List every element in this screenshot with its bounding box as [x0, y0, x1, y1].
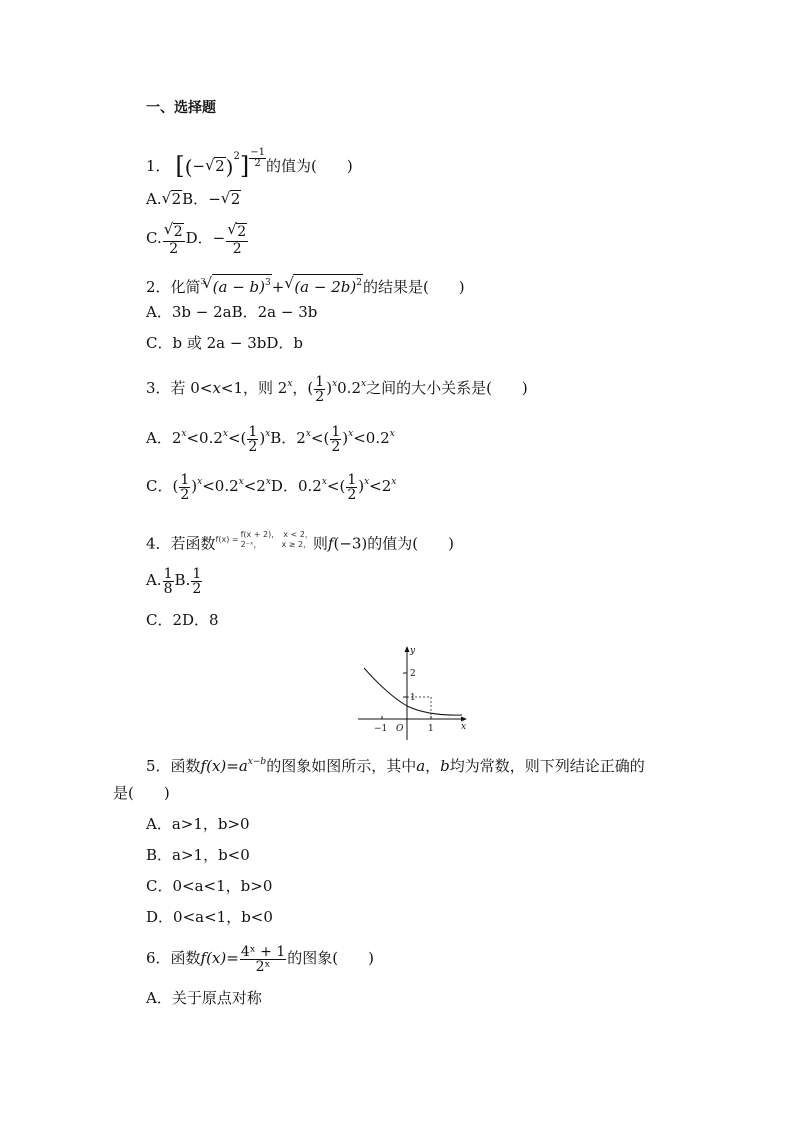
q4-option-a-label: A. — [146, 571, 162, 589]
question-6-stem: 6．函数f(x)= $\frac{\text{4ˣ + 1}}{\text{2ˣ}}$ 的图象( ) — [146, 943, 374, 975]
q1-option-a-sqrt: √ 2 — [162, 189, 183, 209]
question-1-stem — [146, 143, 353, 181]
question-5-stem: 5．函数$f(x)=a^{x-b}$的图象如图所示，其中a，b均为常数，则下列结论正确的 — [146, 757, 645, 775]
question-1-options-ab — [146, 189, 241, 209]
q4-number: 4．若函数 — [146, 534, 216, 553]
graph-y-label: y — [410, 646, 416, 656]
question-2-options-ab — [146, 302, 317, 322]
q5-option-d: D．0<a<1，b<0 — [146, 908, 273, 926]
q1-option-d-minus: − — [212, 229, 226, 247]
q1-outer-power: $\frac{-1}{2}$ — [250, 147, 265, 169]
q6-option-a: A．关于原点对称 — [146, 989, 262, 1007]
q2-cube-root: √ $(a - b)^3$ — [203, 274, 272, 297]
q4-option-b-frac: $\frac{1}{2}$ — [192, 565, 202, 597]
q5-option-a: A．a>1，b>0 — [146, 815, 250, 833]
graph-ytick-2-label: 2 — [410, 669, 416, 679]
q3-option-a-label: A． — [146, 429, 172, 447]
q2-cube-index: 3 — [200, 277, 206, 286]
question-3-options-ab: A．$2^x<0.2^x<$( $\frac{1}{2}$ )$^x$B．$2^x<$( $\frac{1}{2}$ )$^x<0.2^x$ — [146, 423, 395, 455]
q1-right-paren: ) — [225, 155, 234, 179]
question-4-options-ab — [146, 562, 203, 598]
q1-option-b-sqrt: √ 2 — [221, 189, 242, 209]
question-1-options-cd — [146, 221, 249, 256]
q2-option-b: B．2a − 3b — [231, 303, 318, 321]
exponential-graph — [358, 643, 470, 743]
q3-option-b-label: B． — [270, 429, 297, 447]
question-3-stem: 3．若 0<x<1，则 2$^x$，( $\frac{1}{2}$ )$^x$0.2$^x$之间的大小关系是( ) — [146, 373, 528, 405]
question-2-stem — [146, 272, 465, 297]
q2-option-d: D．b — [266, 334, 303, 352]
graph-ytick-1-label: 1 — [410, 693, 416, 703]
q1-option-a-label: A. — [146, 190, 162, 208]
q3-half: $\frac{1}{2}$ — [315, 373, 325, 405]
question-4-options-cd — [146, 610, 219, 630]
graph-y-arrow — [405, 646, 410, 652]
q2-stem-text: 的结果是( ) — [362, 278, 465, 296]
q6-fraction: $\frac{\text{4ˣ + 1}}{\text{2ˣ}}$ — [240, 943, 286, 975]
question-3-options-cd: C．( $\frac{1}{2}$ )$^x<0.2^x<2^xD$．$0.2^x<$( $\frac{1}{2}$ )$^x<2^x$ — [146, 471, 397, 503]
q4-piecewise-function: f(x) = f(x + 2)， x < 2， 2⁻ˣ， x ≥ 2， — [215, 530, 313, 549]
q2-plus: + — [271, 278, 285, 296]
q5-option-b: B．a>1，b<0 — [146, 846, 250, 864]
q4-option-c: C．2 — [146, 611, 183, 629]
q4-option-a-frac: $\frac{1}{8}$ — [163, 565, 173, 597]
q3-option-c-label: C． — [146, 477, 173, 495]
q1-minus: − — [192, 157, 206, 175]
q1-inner-power: 2 — [233, 151, 240, 162]
q1-left-paren: ( — [184, 155, 193, 179]
q1-number: 1． — [146, 157, 171, 175]
q1-option-d-label: D． — [185, 229, 213, 247]
q2-number: 2．化简 — [146, 278, 201, 296]
question-2-options-cd — [146, 333, 303, 353]
question-5-stem-cont: 是( ) — [113, 784, 170, 802]
q1-option-d-frac: √ $\frac{2}{2}$ — [226, 223, 248, 256]
graph-tick-neg1-label: −1 — [374, 724, 388, 734]
section-title: 一、选择题 — [146, 100, 216, 116]
question-4-stem: 4．若函数f(x) = f(x + 2)， x < 2， 2⁻ˣ， x ≥ 2， 则f(−3)的值为( ) — [146, 530, 454, 553]
q4-option-d: D．8 — [182, 611, 219, 629]
q1-sqrt: √ 2 — [205, 152, 226, 180]
q1-left-bracket: [ — [175, 152, 185, 180]
q1-right-bracket: ] — [239, 152, 250, 180]
q1-stem-text: 的值为( ) — [265, 157, 353, 175]
q1-option-b-label: B． — [182, 190, 209, 208]
q4-option-b-label: B. — [174, 571, 191, 589]
q3-option-d-label: D． — [270, 477, 298, 495]
q2-option-c: C．b 或 2a − 3b — [146, 334, 267, 352]
q1-option-b-minus: − — [208, 190, 221, 208]
graph-x-label: x — [461, 722, 467, 732]
q2-option-a: A．3b − 2a — [146, 303, 232, 321]
q5-option-c: C．0<a<1，b>0 — [146, 877, 273, 895]
q1-option-c-frac: √ $\frac{2}{2}$ — [163, 223, 185, 256]
graph-origin-label: O — [396, 724, 404, 734]
graph-x-arrow — [461, 717, 467, 722]
q2-sqrt: √ $(a - 2b)^2$ — [284, 274, 363, 297]
graph-tick-1-label: 1 — [428, 724, 434, 734]
q1-option-c-label: C. — [146, 229, 162, 247]
